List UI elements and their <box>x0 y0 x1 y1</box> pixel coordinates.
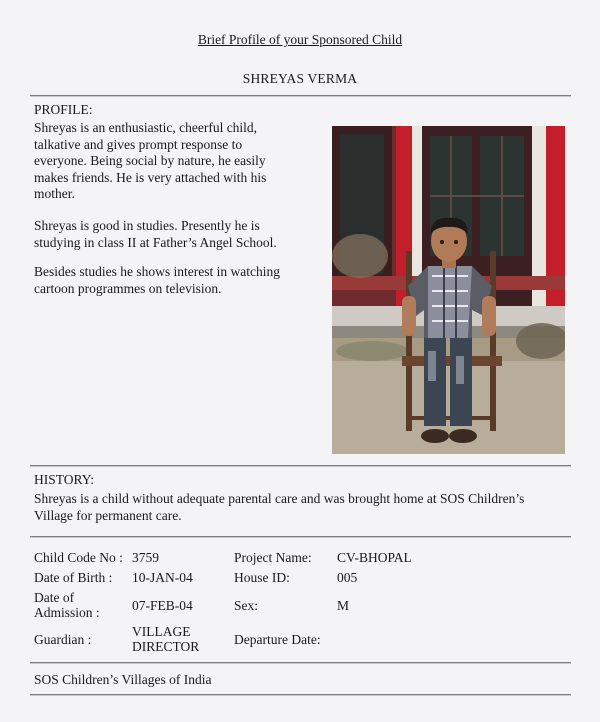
dob-label: Date of Birth : <box>34 570 113 585</box>
document-title: Brief Profile of your Sponsored Child <box>197 32 403 47</box>
profile-heading: PROFILE: <box>34 102 93 117</box>
sex-label: Sex: <box>234 598 259 613</box>
divider <box>30 465 571 466</box>
text-line: studying in class II at Father’s Angel School. <box>34 234 277 250</box>
text-line: Shreyas is an enthusiastic, cheerful child, <box>34 120 258 135</box>
text-line: cartoon programmes on television. <box>34 280 222 296</box>
departure-date-label: Departure Date: <box>234 632 321 647</box>
profile-paragraph-3 <box>34 264 280 297</box>
house-id-value: 005 <box>337 570 358 585</box>
project-name-label: Project Name: <box>234 550 312 565</box>
text-line: talkative and gives prompt response to <box>34 136 243 152</box>
profile-paragraph-2 <box>34 218 277 251</box>
text-line: Shreyas is a child without adequate parental care and was brought home at SOS Children’s <box>34 491 525 506</box>
admission-label <box>34 590 100 620</box>
admission-label-line: Admission : <box>34 605 100 620</box>
child-name: SHREYAS VERMA <box>242 71 358 86</box>
child-code-value: 3759 <box>132 550 159 565</box>
divider <box>30 536 571 537</box>
house-id-label: House ID: <box>234 570 290 585</box>
admission-value: 07-FEB-04 <box>132 598 193 613</box>
history-text <box>34 491 524 524</box>
guardian-value-line: VILLAGE <box>132 624 191 639</box>
guardian-label: Guardian : <box>34 632 92 647</box>
text-line: everyone. Being social by nature, he easily <box>34 153 266 168</box>
divider <box>30 694 571 695</box>
text-line: mother. <box>34 186 75 201</box>
child-photo-illustration <box>332 126 565 454</box>
admission-label-line: Date of <box>34 590 75 605</box>
divider <box>30 95 571 96</box>
guardian-value <box>132 624 199 654</box>
project-name-value: CV-BHOPAL <box>337 550 412 565</box>
profile-paragraph-1 <box>34 120 266 203</box>
organization-name: SOS Children’s Villages of India <box>34 672 212 687</box>
sex-value: M <box>337 598 350 613</box>
text-line: makes friends. He is very attached with his <box>34 169 267 185</box>
guardian-value-line: DIRECTOR <box>132 639 200 654</box>
text-line: Village for permanent care. <box>34 507 182 523</box>
child-code-label: Child Code No : <box>34 550 123 565</box>
dob-value: 10-JAN-04 <box>132 570 193 585</box>
history-heading: HISTORY: <box>34 472 95 487</box>
child-photo <box>332 126 565 454</box>
text-line: Shreyas is good in studies. Presently he is <box>34 218 260 233</box>
text-line: Besides studies he shows interest in watching <box>34 264 280 279</box>
divider <box>30 662 571 663</box>
